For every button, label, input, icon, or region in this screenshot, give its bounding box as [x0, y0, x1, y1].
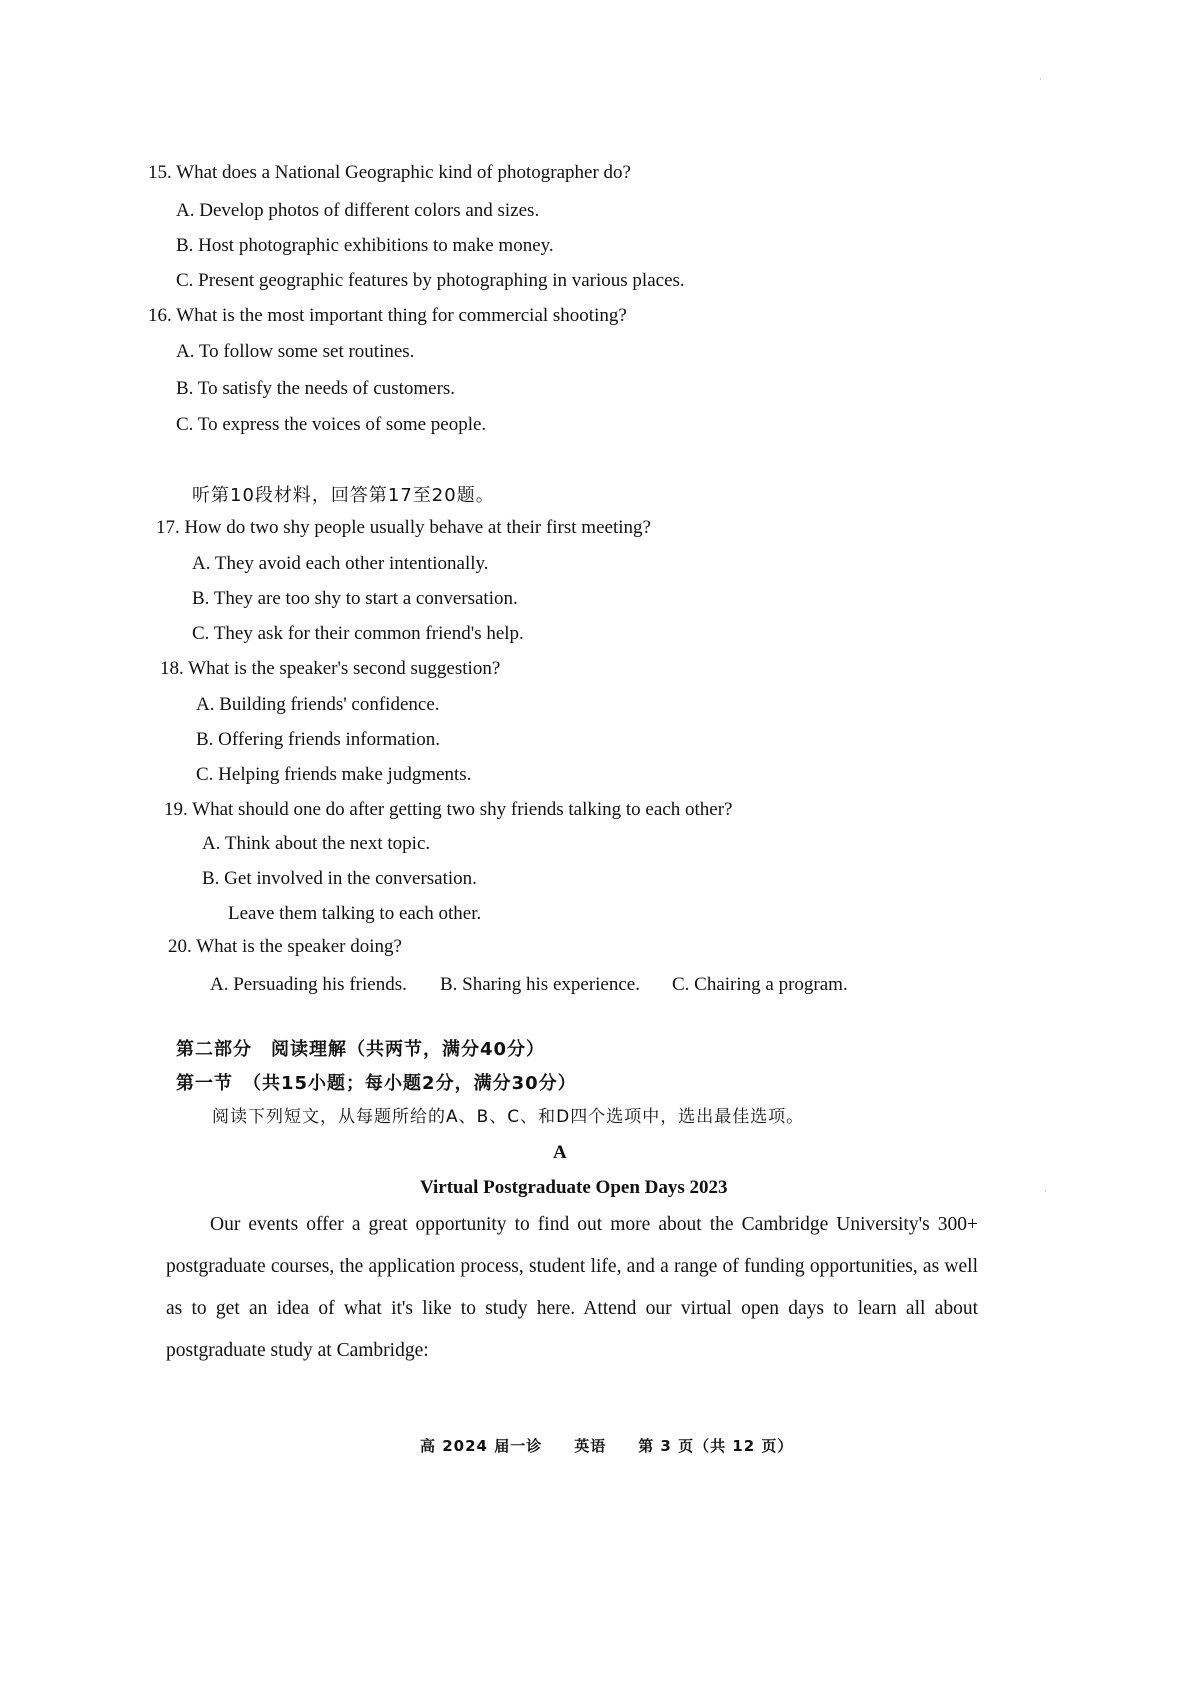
q19-option-c: Leave them talking to each other. [228, 903, 482, 924]
q19-option-a: A. Think about the next topic. [202, 833, 431, 854]
passage-letter: A [553, 1142, 567, 1163]
scan-dot [1045, 1190, 1046, 1192]
page-footer: 高 2024 届一诊 英语 第 3 页（共 12 页） [420, 1437, 794, 1455]
q20-option-c: C. Chairing a program. [672, 974, 848, 995]
passage-title: Virtual Postgraduate Open Days 2023 [420, 1177, 728, 1198]
passage-paragraph [166, 1204, 978, 1372]
scan-dot [1040, 78, 1041, 80]
section10-instruction: 听第10段材料，回答第17至20题。 [192, 485, 495, 506]
part2-instruction: 阅读下列短文，从每题所给的A、B、C、和D四个选项中，选出最佳选项。 [212, 1107, 805, 1127]
q16-option-a: A. To follow some set routines. [176, 341, 415, 362]
q15-option-c: C. Present geographic features by photographing in various places. [176, 270, 685, 291]
q16-option-c: C. To express the voices of some people. [176, 414, 487, 435]
part2-section1: 第一节 （共15小题；每小题2分，满分30分） [176, 1073, 577, 1094]
q19-stem: 19. What should one do after getting two shy friends talking to each other? [164, 799, 733, 820]
q18-stem: 18. What is the speaker's second suggestion? [160, 658, 501, 679]
part2-heading: 第二部分 阅读理解（共两节，满分40分） [176, 1039, 546, 1060]
q18-option-c: C. Helping friends make judgments. [196, 764, 472, 785]
q20-option-a: A. Persuading his friends. [210, 974, 407, 995]
q20-stem: 20. What is the speaker doing? [168, 936, 402, 957]
q18-option-b: B. Offering friends information. [196, 729, 440, 750]
q18-option-a: A. Building friends' confidence. [196, 694, 440, 715]
q19-option-b: B. Get involved in the conversation. [202, 868, 477, 889]
q16-option-b: B. To satisfy the needs of customers. [176, 378, 456, 399]
q20-option-b: B. Sharing his experience. [440, 974, 640, 995]
q15-option-a: A. Develop photos of different colors and sizes. [176, 200, 540, 221]
q15-stem: 15. What does a National Geographic kind of photographer do? [148, 162, 631, 183]
q17-option-a: A. They avoid each other intentionally. [192, 553, 489, 574]
q16-stem: 16. What is the most important thing for commercial shooting? [148, 305, 627, 326]
q17-stem: 17. How do two shy people usually behave at their first meeting? [156, 517, 651, 538]
q15-option-b: B. Host photographic exhibitions to make money. [176, 235, 554, 256]
passage-text: Our events offer a great opportunity to find out more about the Cambridge University's 300+ postgraduate courses, the application process, student life, and a range of funding opportunities, as well as to get an idea of what it's like to study here. Attend our virtual open days to learn all about postgraduate study at Cambridge: [166, 1214, 978, 1361]
q17-option-c: C. They ask for their common friend's help. [192, 623, 524, 644]
q17-option-b: B. They are too shy to start a conversation. [192, 588, 518, 609]
